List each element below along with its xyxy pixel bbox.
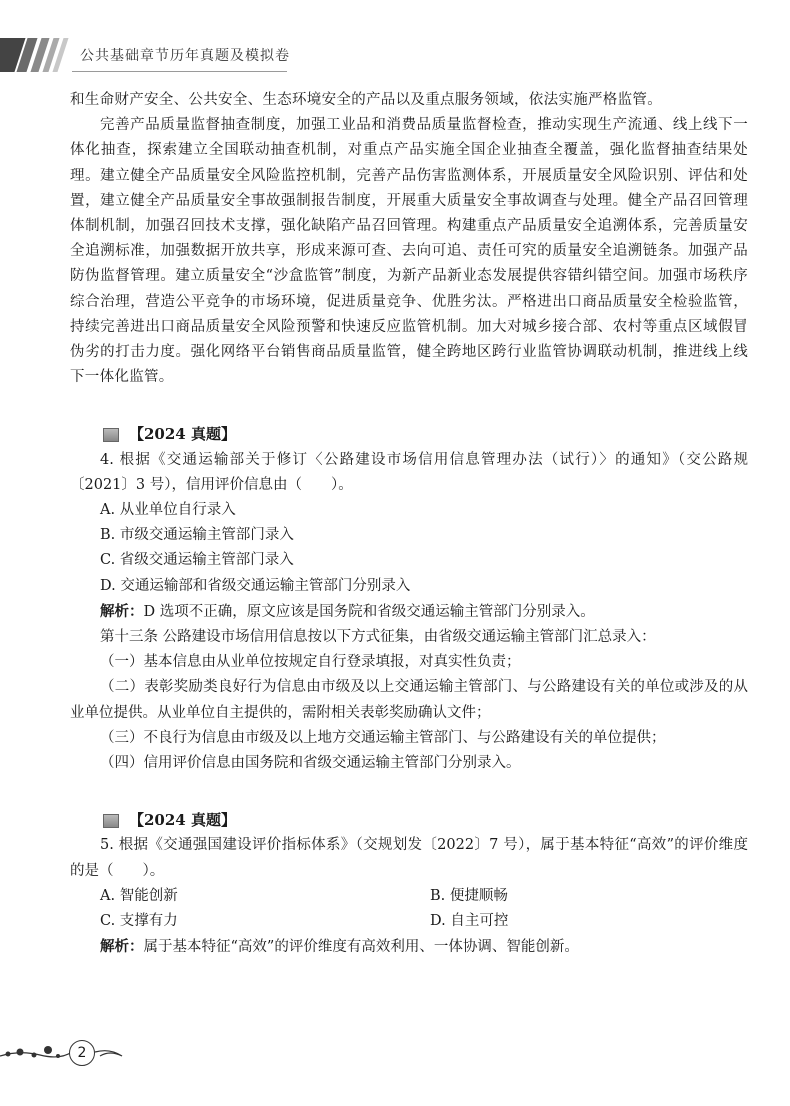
question-4-option-b: B. 市级交通运输主管部门录入	[100, 527, 294, 544]
footer-vine-decoration	[0, 1030, 130, 1070]
question-4-article-line: （三）不良行为信息由市级及以上地方交通运输主管部门、与公路建设有关的单位提供；	[100, 729, 666, 746]
header-underline	[72, 71, 287, 72]
question-4-article-line: （二）表彰奖励类良好行为信息由市级及以上交通运输主管部门、与公路建设有关的单位或涉及的从业单位提供。从业单位自主提供的，需附相关表彰奖励确认文件；	[70, 679, 748, 721]
question-5-option-d: D. 自主可控	[430, 913, 509, 930]
question-5-label-text: 【2024 真题】	[129, 811, 236, 830]
question-4-article-line: （四）信用评价信息由国务院和省级交通运输主管部门分别录入。	[100, 755, 521, 772]
paragraph-continuation: 和生命财产安全、公共安全、生态环境安全的产品以及重点服务领域，依法实施严格监管。	[70, 92, 662, 108]
question-5-option-c: C. 支撑有力	[100, 913, 178, 930]
analysis-text: D 选项不正确，原文应该是国务院和省级交通运输主管部门分别录入。	[143, 603, 595, 620]
analysis-label: 解析：	[100, 938, 144, 956]
question-5-label	[70, 808, 748, 833]
question-5-option-a: A. 智能创新	[100, 887, 178, 904]
header-title: 公共基础章节历年真题及模拟卷	[80, 48, 290, 64]
page-content	[70, 88, 748, 961]
paragraph-quality-supervision: 完善产品质量监督抽查制度，加强工业品和消费品质量监督检查，推动实现生产流通、线上线下一体化抽查，探索建立全国联动抽查机制，对重点产品实施全国企业抽查全覆盖，强化监督抽查结果处理。建立健全产品质量安全风险监控机制，完善产品伤害监测体系，开展质量安全风险识别、评估和处置，建立健全产品质量安全事故强制报告制度，开展重大质量安全事故调查与处理。健全产品召回管理体制机制，加强召回技术支撑，强化缺陷产品召回管理。构建重点产品质量安全追溯体系，完善质量安全追溯标准，加强数据开放共享，形成来源可查、去向可追、责任可究的质量安全追溯链条。加强产品防伪监督管理。建立质量安全“沙盒监管”制度，为新产品新业态发展提供容错纠错空间。加强市场秩序综合治理，营造公平竞争的市场环境，促进质量竞争、优胜劣汰。严格进出口商品质量安全检验监管，持续完善进出口商品质量安全风险预警和快速反应监管机制。加大对城乡接合部、农村等重点区域假冒伪劣的打击力度。强化网络平台销售商品质量监管，健全跨地区跨行业监管协调联动机制，推进线上线下一体化监管。	[70, 117, 748, 386]
question-4-article-line: 第十三条 公路建设市场信用信息按以下方式征集，由省级交通运输主管部门汇总录入：	[100, 629, 656, 646]
question-5-options	[70, 884, 748, 934]
question-5-stem: 5. 根据《交通强国建设评价指标体系》（交规划发〔2022〕7 号），属于基本特征“高效”的评价维度的是（ ）。	[70, 837, 748, 879]
page-number: 2	[69, 1040, 95, 1066]
question-4-label	[70, 422, 748, 447]
question-4-option-d: D. 交通运输部和省级交通运输主管部门分别录入	[100, 577, 411, 594]
analysis-label: 解析：	[100, 602, 144, 620]
header-stripes-decoration	[0, 38, 75, 72]
question-4-stem: 4. 根据《交通运输部关于修订〈公路建设市场信用信息管理办法（试行）〉的通知》（交公路规〔2021〕3 号），信用评价信息由（ ）。	[70, 451, 748, 493]
question-4-option-a: A. 从业单位自行录入	[100, 502, 236, 519]
page-header	[0, 38, 790, 72]
page-footer	[0, 1030, 130, 1070]
question-4-label-text: 【2024 真题】	[129, 425, 236, 444]
question-4-option-c: C. 省级交通运输主管部门录入	[100, 552, 294, 569]
analysis-text: 属于基本特征“高效”的评价维度有高效利用、一体协调、智能创新。	[143, 939, 579, 956]
question-4-analysis	[70, 599, 748, 625]
question-4-article-line: （一）基本信息由从业单位按规定自行登录填报，对真实性负责；	[100, 654, 521, 671]
question-5-analysis	[70, 934, 748, 960]
question-5-option-b: B. 便捷顺畅	[430, 887, 508, 904]
book-icon	[103, 814, 119, 828]
book-icon	[103, 428, 119, 442]
